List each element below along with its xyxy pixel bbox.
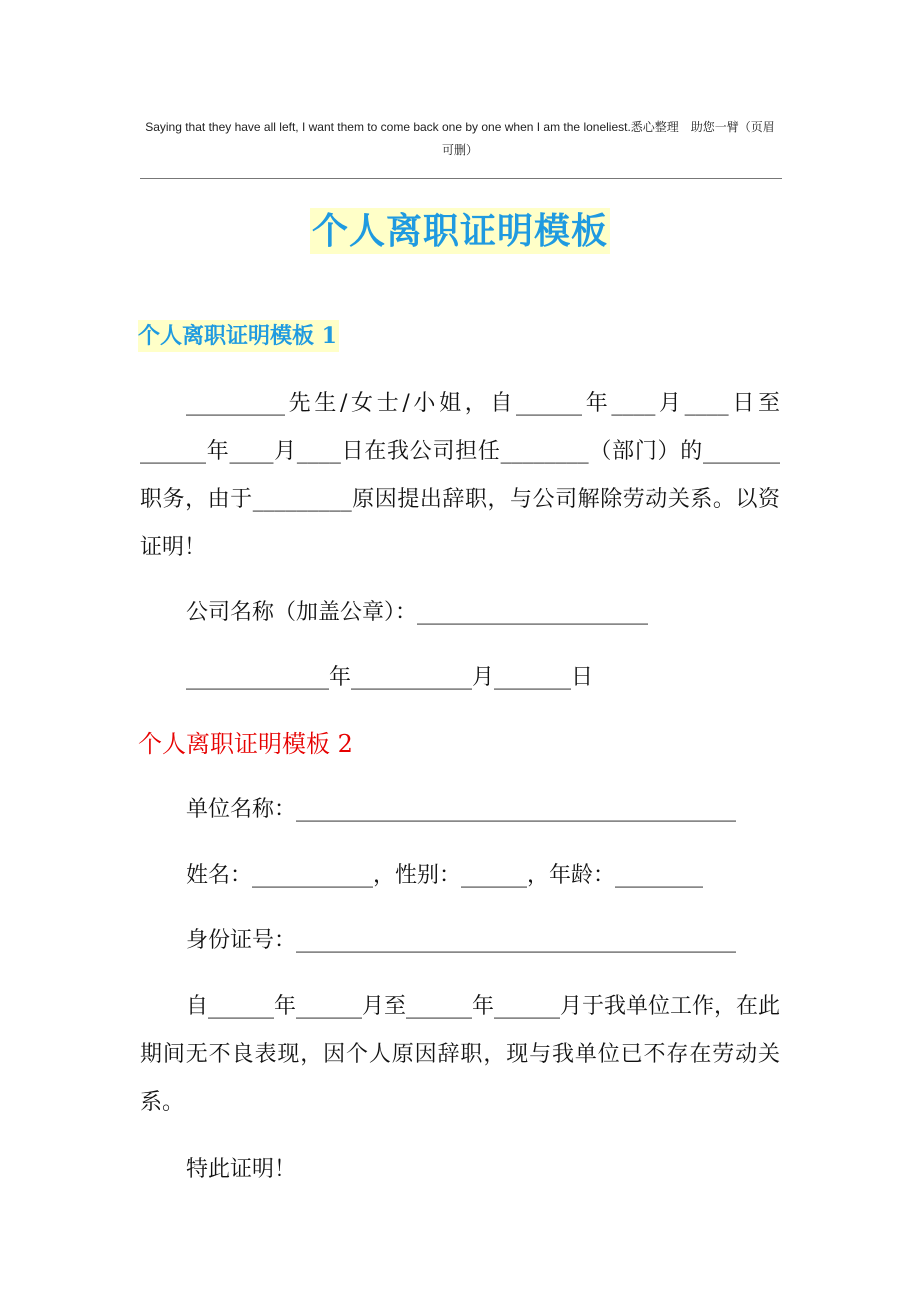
unit-name-line: 单位名称：________________________________________ xyxy=(186,797,737,822)
page-header: Saying that they have all left, I want them to come back one by one when I am the loneliest.悉心整理 助您一臂（页眉可删） xyxy=(145,120,775,157)
section2-heading: 个人离职证明模板 2 xyxy=(138,730,353,758)
section1-body: _________先生/女士/小姐，自______年____月____日至______年____月____日在我公司担任________（部门）的_______职务，由于_________原因提出辞职，与公司解除劳动关系。以资证明！ xyxy=(140,391,780,560)
section1-heading: 个人离职证明模板 1 xyxy=(138,320,339,352)
section2-body: 自______年______月至______年______月于我单位工作，在此期间无不良表现，因个人原因辞职，现与我单位已不存在劳动关系。 xyxy=(140,994,781,1115)
document-title xyxy=(0,208,920,254)
header-divider xyxy=(140,178,782,179)
date-line: _____________年___________月_______日 xyxy=(186,665,594,690)
id-number-line: 身份证号：________________________________________ xyxy=(186,928,737,953)
closing-line: 特此证明！ xyxy=(186,1157,297,1182)
document-title-text: 个人离职证明模板 xyxy=(311,210,608,252)
company-name-line: 公司名称（加盖公章）：_____________________ xyxy=(186,600,649,625)
personal-info-line: 姓名：___________，性别：______，年龄：________ xyxy=(186,863,704,888)
